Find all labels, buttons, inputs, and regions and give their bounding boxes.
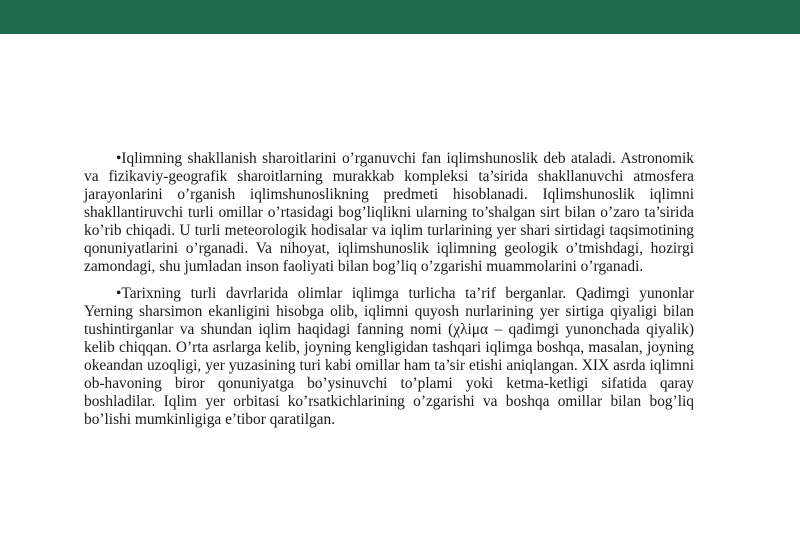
top-bar [0, 0, 800, 34]
text-body [84, 150, 694, 438]
paragraph-climatology-definition: •Iqlimning shakllanish sharoitlarini o’rganuvchi fan iqlimshunoslik deb ataladi. Astronomik va fizikaviy-geografik sharoitlarning murakkab kompleksi ta’sirida shakllanuvchi atmosfera jarayonlarini o’rganish iqlimshunoslikning predmeti hisoblanadi. Iqlimshunoslik iqlimni shakllantiruvchi turli omillar o’rtasidagi bog’liqlikni ularning to’shalgan sirt bilan o’zaro ta’sirida ko’rib chiqadi. U turli meteorologik hodisalar va iqlim turlarining yer shari sirtidagi taqsimotining qonuniyatlarini o’rganadi. Va nihoyat, iqlimshunoslik iqlimning geologik o’tmishdagi, hozirgi zamondagi, shu jumladan inson faoliyati bilan bog’liq o’zgarishi muammolarini o’rganadi. [84, 150, 694, 275]
paragraph-climate-history: •Tarixning turli davrlarida olimlar iqlimga turlicha ta’rif berganlar. Qadimgi yunonlar Yerning sharsimon ekanligini hisobga olib, iqlimni quyosh nurlarining yer sirtiga qiyaligi bilan tushintirganlar va shundan iqlim haqidagi fanning nomi (χλiμα – qadimgi yunonchada qiyalik) kelib chiqqan. O’rta asrlarga kelib, joyning kengligidan tashqari iqlimga boshqa, masalan, joyning okeandan uzoqligi, yer yuzasining turi kabi omillar ham ta’sir etishi aniqlangan. XIX asrda iqlimni ob-havoning biror qonuniyatga bo’ysinuvchi to’plami yoki ketma-ketligi sifatida qaray boshladilar. Iqlim yer orbitasi ko’rsatkichlarining o’zgarishi va boshqa omillar bilan bog’liq bo’lishi mumkinligiga e’tibor qaratilgan. [84, 285, 694, 428]
